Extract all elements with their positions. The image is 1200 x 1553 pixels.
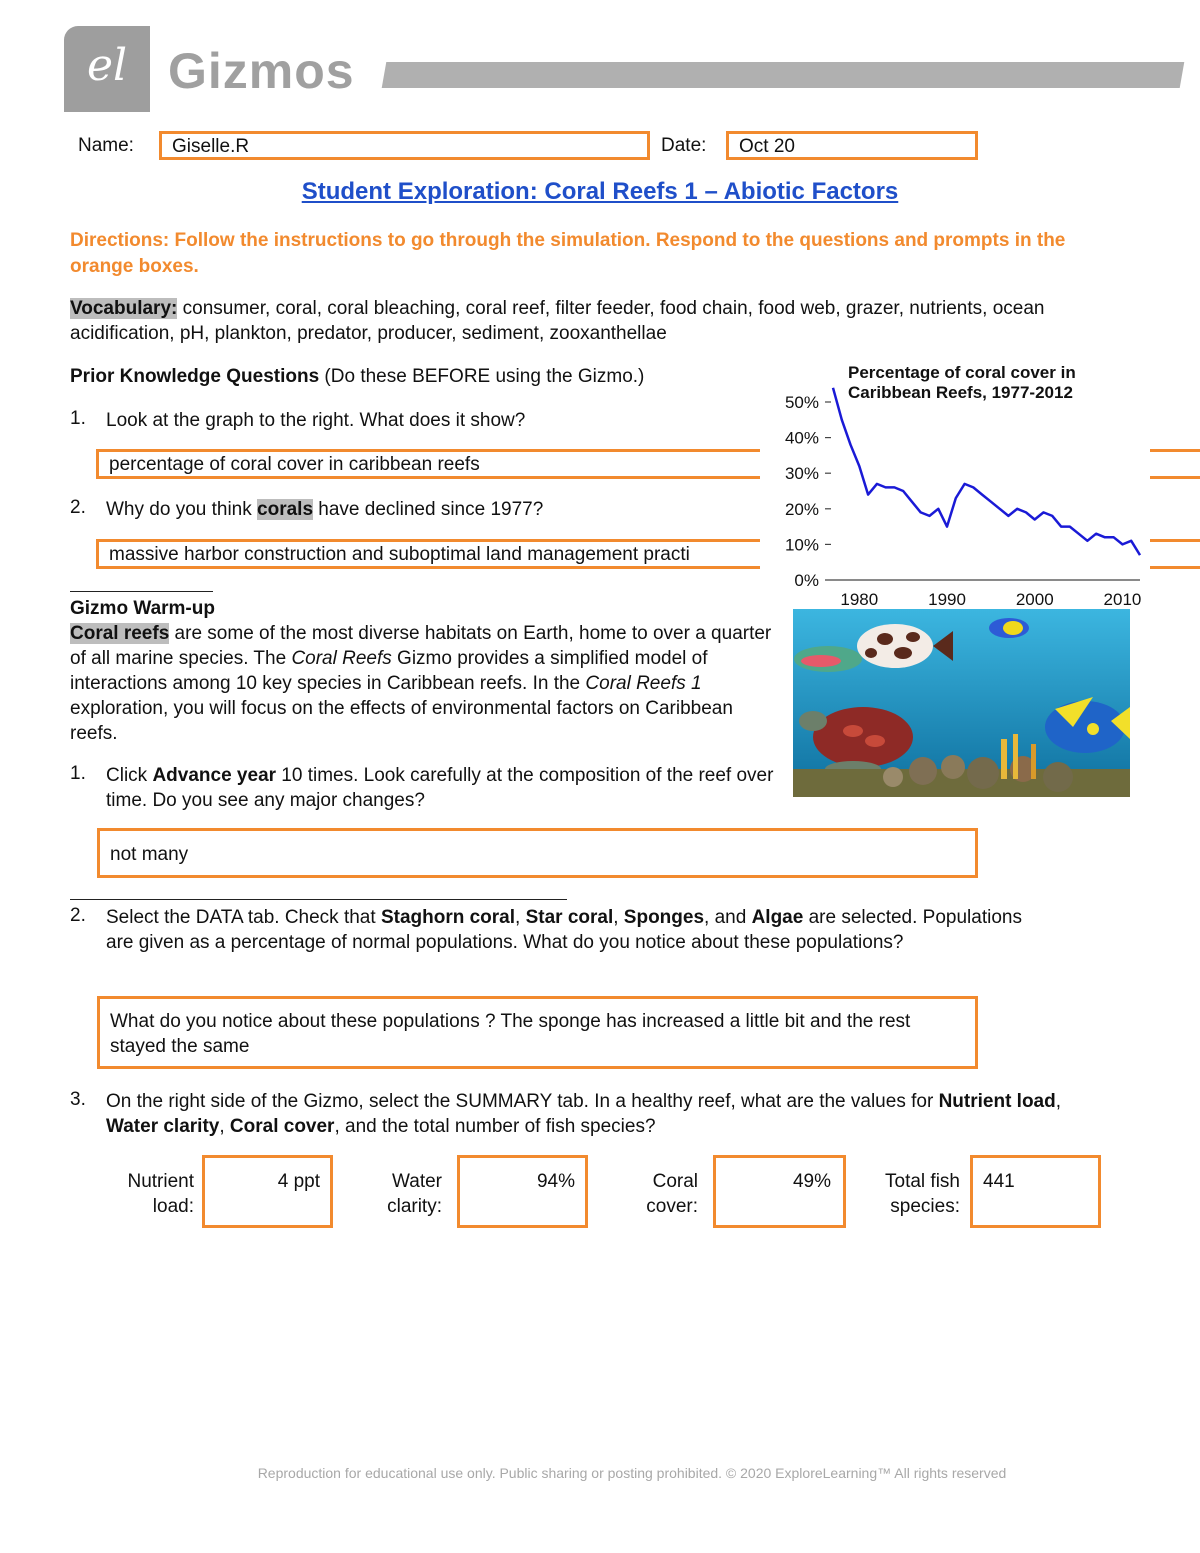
chart-x-tick-label: 1980 [840,590,879,609]
warmup-paragraph [70,621,780,746]
warmup-q2-number: 2. [70,905,86,926]
water-clarity-value: 94% [536,1171,575,1192]
logo-text: Gizmos [168,43,355,99]
prior-a1-box[interactable] [96,449,766,479]
water-clarity-label [350,1169,442,1219]
parrotfish-icon [794,646,862,672]
warmup-a1-box[interactable] [97,828,978,878]
coral-cover-label-1: Coral [652,1171,698,1192]
chart-y-tick-label: 40% [784,428,819,448]
chart-y-tick-label: 50% [784,393,819,412]
prior-q2-post: have declined since 1977? [313,499,544,520]
warmup-q2-c: , [515,907,526,928]
warmup-q3-c: , [1055,1091,1062,1112]
coral-cover-label-2: cover: [646,1196,698,1217]
vocabulary-terms: consumer, coral, coral bleaching, coral reef, filter feeder, food chain, food web, grazer, nutrients, ocean acidification, pH, plankton, predator, producer, sediment, zooxanthellae [70,298,1045,344]
warmup-divider [70,591,213,592]
header-bar [382,62,1185,88]
chart-x-tick-label: 1990 [928,590,966,609]
logo-mark [64,26,150,112]
chart-y-tick-label: 30% [784,464,819,484]
coral-cover-chart [760,360,1150,610]
chart-x-tick-label: 2000 [1015,590,1054,609]
warmup-q3-d: , [219,1116,230,1137]
vocabulary-label: Vocabulary: [70,298,178,319]
reef-illustration [793,609,1130,797]
coral-cover-label [610,1169,698,1219]
warmup-q3-e: , and the total number of fish species? [334,1116,656,1137]
nutrient-load-field[interactable] [202,1155,333,1228]
warmup-q1-post: 10 times. Look carefully at the composition of the reef over time. Do you see any major changes? [106,765,774,811]
warmup-italic-1: Coral Reefs [291,648,392,669]
prior-a2: massive harbor construction and suboptimal land management practi [109,544,690,565]
warmup-a1: not many [110,844,189,865]
directions: Directions: Follow the instructions to go through the simulation. Respond to the questions and prompts in the orange boxes. [70,230,1066,277]
logo-mark-text: el [86,40,128,91]
date-value: Oct 20 [739,136,795,157]
warmup-q1-number: 1. [70,763,86,784]
prior-a1: percentage of coral cover in caribbean reefs [109,454,480,475]
warmup-q2-b4: Algae [751,907,804,928]
water-clarity-label-2: clarity: [387,1196,442,1217]
name-label: Name: [78,135,134,156]
nutrient-load-label [100,1169,194,1219]
chart-y-tick-label: 10% [784,535,819,555]
warmup-q2-d: , [613,907,624,928]
warmup-q1 [106,763,786,813]
warmup-q3-number: 3. [70,1089,86,1110]
coral-cover-field[interactable] [713,1155,846,1228]
fish-species-field[interactable] [970,1155,1101,1228]
prior-a2-box[interactable] [96,539,766,569]
prior-heading-note: (Do these BEFORE using the Gizmo.) [319,366,645,387]
chart-y-tick-label: 0% [794,571,819,590]
prior-heading-title: Prior Knowledge Questions [70,366,320,387]
prior-a1-box-edge [1142,449,1200,452]
chart-y-tick-label: 20% [784,499,819,519]
fish-species-label [860,1169,960,1219]
coral-cover-value: 49% [792,1171,831,1192]
footer: Reproduction for educational use only. Public sharing or posting prohibited. © 2020 ExploreLearning™ All rights reserved [257,1465,1007,1481]
warmup-heading: Gizmo Warm-up [70,598,215,619]
water-clarity-field[interactable] [457,1155,588,1228]
nutrient-load-label-1: Nutrient [127,1171,194,1192]
fish-species-label-2: species: [890,1196,960,1217]
fish-species-value: 441 [983,1171,1015,1192]
chart-title: Percentage of coral cover in Caribbean Reefs, 1977-2012 [848,363,1076,402]
warmup-q2 [106,905,1036,955]
warmup-q2-a: Select the DATA tab. Check that [106,907,381,928]
chart-x-tick-label: 2010 [1103,590,1142,609]
chart-series-line [833,388,1140,555]
warmup-q3-b1: Nutrient load [938,1091,1056,1112]
angelfish-icon [989,618,1029,638]
warmup-bold: Coral reefs [70,623,170,644]
prior-q1: Look at the graph to the right. What does it show? [106,410,526,431]
prior-a2-box-edge [1142,539,1200,542]
warmup-q2-b3: Sponges [623,907,705,928]
prior-q2-number: 2. [70,497,86,518]
warmup-italic-2: Coral Reefs 1 [585,673,702,694]
warmup-q1-bold: Advance year [152,765,277,786]
warmup-q3-a: On the right side of the Gizmo, select the SUMMARY tab. In a healthy reef, what are the values for [106,1091,939,1112]
name-field[interactable] [159,131,650,160]
vocabulary [70,296,1130,346]
warmup-q2-e: , and [704,907,752,928]
prior-a2-box-edge-bottom [1142,566,1200,569]
warmup-q2-f: are selected. Populations are given as a percentage of normal populations. What do you notice about these populations? [106,907,1022,953]
warmup-q1-pre: Click [106,765,153,786]
nutrient-load-label-2: load: [152,1196,194,1217]
reef-image [793,609,1130,797]
warmup-a2: What do you notice about these populations ? The sponge has increased a little bit and the rest stayed the same [110,1011,911,1057]
chart-plot [760,360,1150,610]
fish-species-label-1: Total fish [885,1171,960,1192]
section-divider [70,899,567,900]
page-title: Student Exploration: Coral Reefs 1 – Abiotic Factors [301,178,899,205]
prior-q2 [106,497,543,522]
prior-a1-box-edge-bottom [1142,476,1200,479]
name-value: Giselle.R [172,136,250,157]
warmup-text-2: Gizmo provides a simplified model of interactions among 10 key species in Caribbean reefs. In the [70,648,708,694]
warmup-q3 [106,1089,1066,1139]
nutrient-load-value: 4 ppt [277,1171,320,1192]
prior-q2-bold: corals [257,499,314,520]
warmup-q2-b2: Star coral [525,907,614,928]
date-field[interactable] [726,131,978,160]
prior-q2-pre: Why do you think [106,499,258,520]
prior-heading [70,364,644,389]
warmup-a2-box[interactable] [97,996,978,1069]
warmup-q3-b3: Coral cover [229,1116,335,1137]
warmup-text-3: exploration, you will focus on the effects of environmental factors on Caribbean reefs. [70,698,733,744]
warmup-q3-b2: Water clarity [106,1116,220,1137]
water-clarity-label-1: Water [392,1171,442,1192]
warmup-q2-b1: Staghorn coral [380,907,516,928]
prior-q1-number: 1. [70,408,86,429]
warmup-text-1: are some of the most diverse habitats on Earth, home to over a quarter of all marine species. The [70,623,772,669]
date-label: Date: [661,135,707,156]
